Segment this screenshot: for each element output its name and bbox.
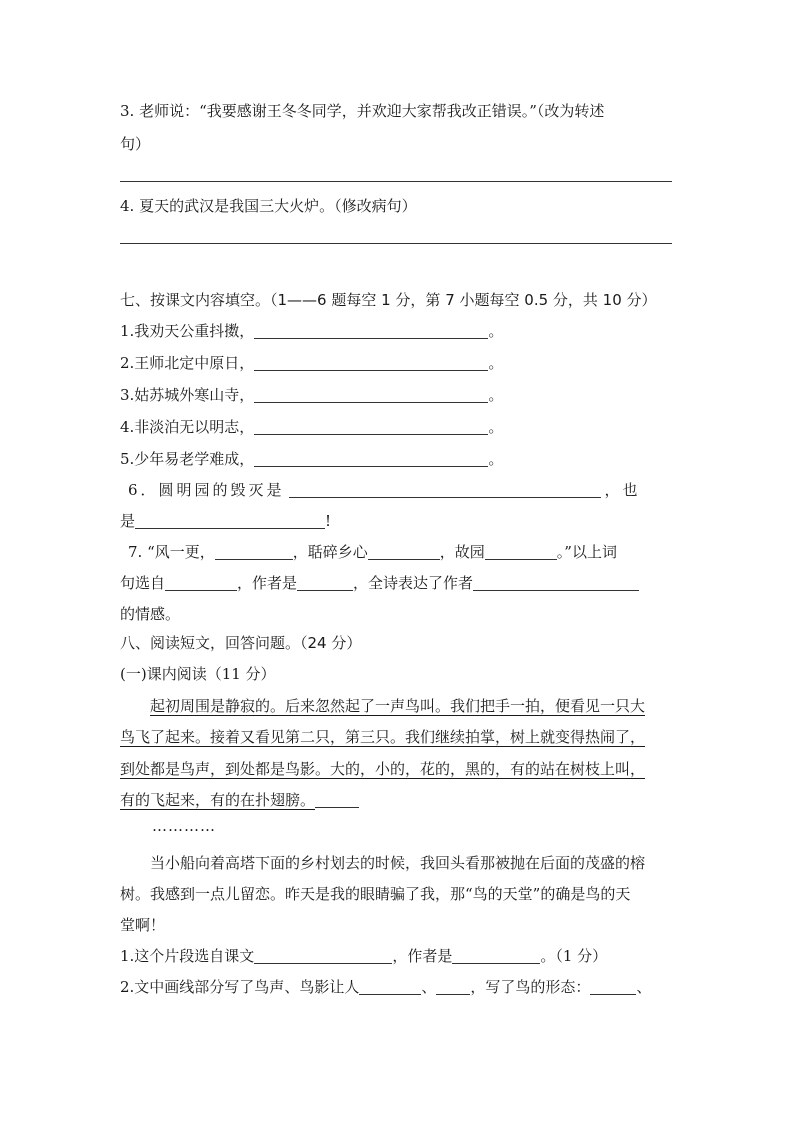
fill-item-7: 7. “风一更， ，聒碎乡心 ，故园 。”以上词 <box>128 543 617 561</box>
fill-item-5: 5.少年易老学难成， 。 <box>120 450 504 468</box>
q3-line2: 句） <box>120 135 151 153</box>
fill-item-4: 4.非淡泊无以明志， 。 <box>120 418 504 436</box>
fill-blank[interactable] <box>436 978 470 995</box>
passage-underlined-line: 到处都是鸟声，到处都是鸟影。大的，小的，花的，黑的，有的站在树枝上叫， <box>120 760 646 778</box>
fill-blank[interactable] <box>135 512 325 529</box>
passage-underlined-line: 起初周围是静寂的。后来忽然起了一声鸟叫。我们把手一拍，便看见一只大 <box>150 697 646 715</box>
q3-line1: 3. 老师说：“我要感谢王冬冬同学，并欢迎大家帮我改正错误。”（改为转述 <box>120 102 605 120</box>
passage-line: 树。我感到一点儿留恋。昨天是我的眼睛骗了我，那“鸟的天堂”的确是鸟的天 <box>120 885 631 903</box>
fill-blank[interactable] <box>254 322 488 339</box>
fill-blank[interactable] <box>215 543 293 560</box>
reading-q1: 1.这个片段选自课文 ，作者是 。（1 分） <box>120 947 608 965</box>
fill-item-3: 3.姑苏城外寒山寺， 。 <box>120 386 504 404</box>
section8-sub: (一)课内阅读（11 分） <box>120 665 276 683</box>
fill-item-7-end: 的情感。 <box>120 605 181 623</box>
passage-underlined-line: 鸟飞了起来。接着又看见第二只，第三只。我们继续拍掌，树上就变得热闹了， <box>120 728 646 746</box>
fill-blank[interactable] <box>590 978 636 995</box>
fill-blank[interactable] <box>297 574 353 591</box>
fill-blank[interactable] <box>473 574 639 591</box>
answer-line-q4[interactable] <box>120 243 672 244</box>
fill-item-6: 6．圆明园的毁灭是 ，也 <box>128 481 641 499</box>
q4-text: 4. 夏天的武汉是我国三大火炉。（修改病句） <box>120 197 417 215</box>
passage-line: 当小船向着高塔下面的乡村划去的时候，我回头看那被抛在后面的茂盛的榕 <box>150 854 646 872</box>
fill-blank[interactable] <box>254 386 488 403</box>
fill-item-2: 2.王师北定中原日， 。 <box>120 354 504 372</box>
fill-blank[interactable] <box>368 543 440 560</box>
ellipsis: ………… <box>152 817 216 835</box>
fill-item-7-cont: 句选自 ，作者是 ，全诗表达了作者 <box>120 573 639 593</box>
answer-line-q3[interactable] <box>120 181 672 182</box>
fill-blank[interactable] <box>254 947 392 964</box>
section7-heading: 七、按课文内容填空。（1——6 题每空 1 分，第 7 小题每空 0.5 分，共 10 分） <box>120 291 657 309</box>
section8-heading: 八、阅读短文，回答问题。（24 分） <box>120 634 362 652</box>
passage-line: 堂啊！ <box>120 916 166 934</box>
fill-item-1: 1.我劝天公重抖擞， 。 <box>120 322 504 340</box>
fill-blank[interactable] <box>485 543 557 560</box>
fill-blank[interactable] <box>254 354 488 371</box>
fill-blank[interactable] <box>452 947 540 964</box>
reading-q2: 2.文中画线部分写了鸟声、鸟影让人 、 ，写了鸟的形态： 、 <box>120 978 652 996</box>
fill-item-6-cont: 是 ! <box>120 512 332 530</box>
passage-underlined-line: 有的飞起来，有的在扑翅膀。 <box>120 790 359 810</box>
fill-blank[interactable] <box>165 574 237 591</box>
fill-blank[interactable] <box>359 978 421 995</box>
fill-blank[interactable] <box>289 481 601 498</box>
fill-blank[interactable] <box>254 450 488 467</box>
fill-blank[interactable] <box>254 418 488 435</box>
